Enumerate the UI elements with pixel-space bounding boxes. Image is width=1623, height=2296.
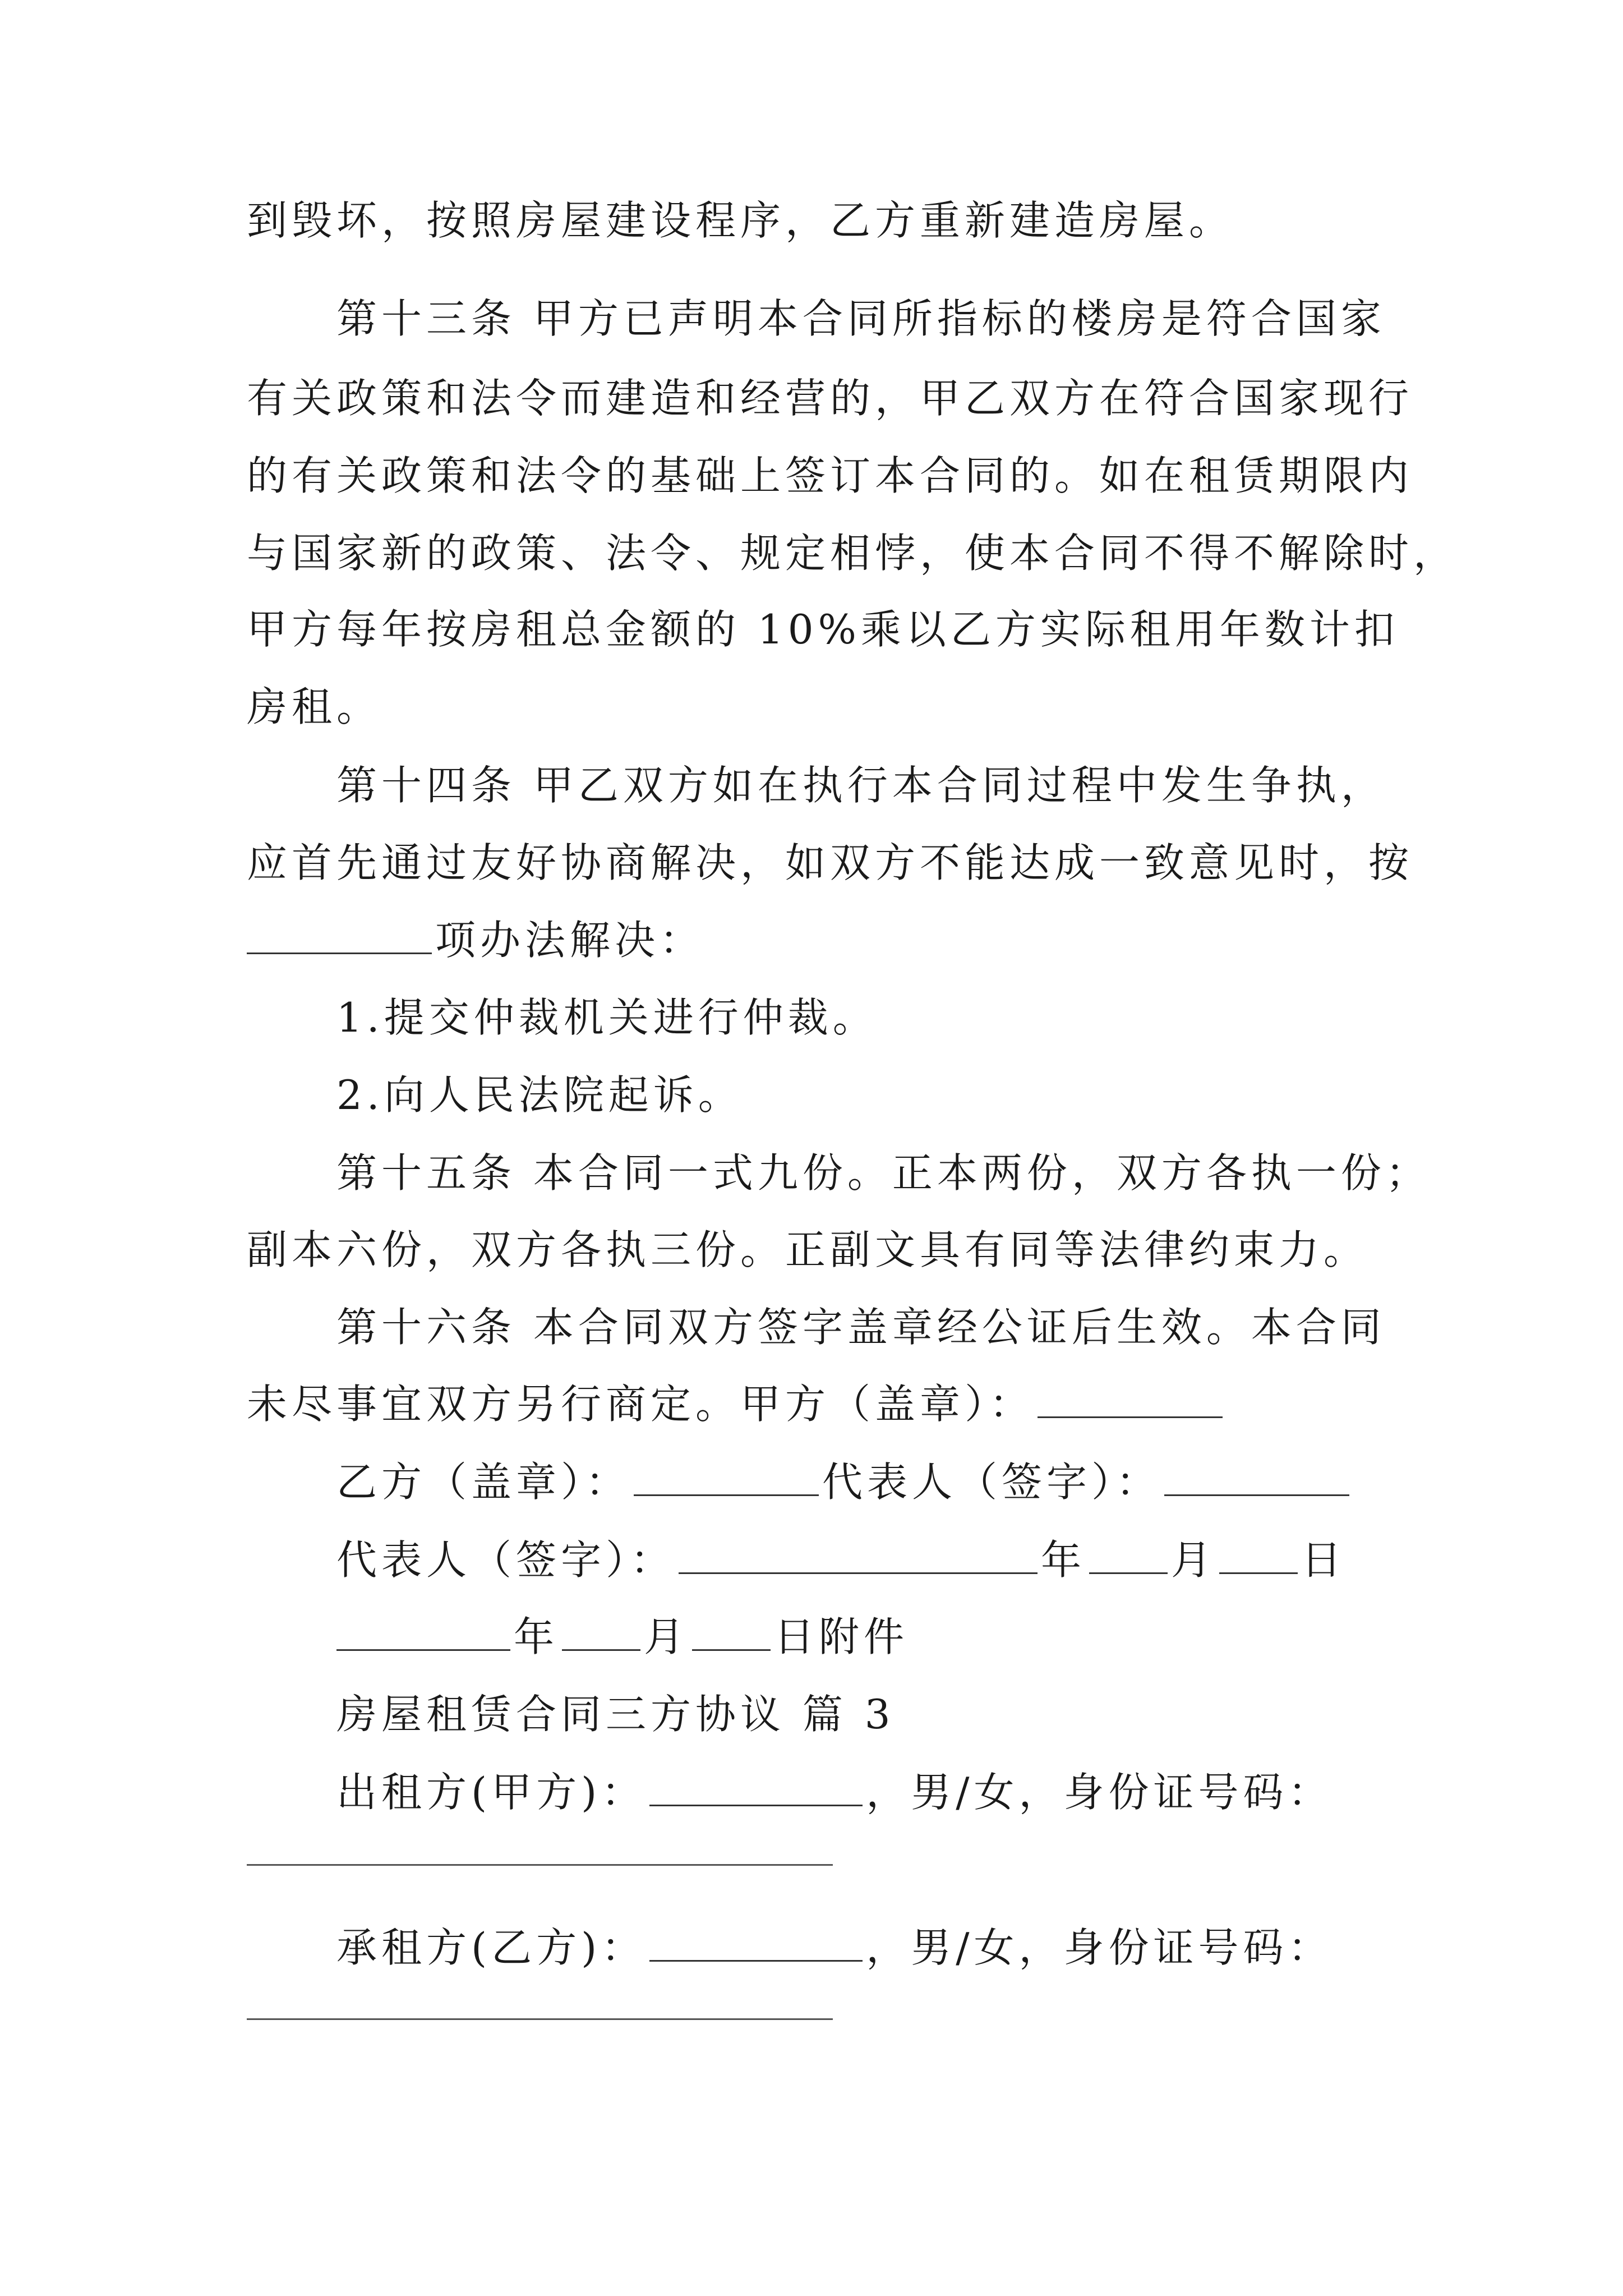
fill-in-blank <box>247 913 432 954</box>
text-segment: 项办法解决： <box>435 917 705 964</box>
fill-in-blank <box>692 1610 771 1651</box>
section-heading: 房屋租赁合同三方协议 篇 3 <box>336 1691 895 1738</box>
fill-in-blank <box>1164 1455 1349 1496</box>
fill-in-rule <box>247 1864 833 1866</box>
signature-line <box>336 1533 1481 1587</box>
date-line <box>336 1610 1481 1664</box>
text-segment: ，男/女，身份证号码： <box>866 1924 1333 1971</box>
text-line: 到毁坏，按照房屋建设程序，乙方重新建造房屋。 <box>247 197 1234 244</box>
article-13-heading: 第十三条 甲方已声明本合同所指标的楼房是符合国家 <box>336 295 1386 342</box>
text-segment: 年 <box>1041 1536 1086 1584</box>
list-item: 1.提交仲裁机关进行仲裁。 <box>336 994 878 1041</box>
list-item: 2.向人民法院起诉。 <box>336 1071 743 1119</box>
text-line: 的有关政策和法令的基础上签订本合同的。如在租赁期限内 <box>247 452 1414 499</box>
text-segment: 出租方(甲方)： <box>336 1769 647 1816</box>
text-segment: 承租方(乙方)： <box>336 1924 647 1971</box>
text-line: 副本六份，双方各执三份。正副文具有同等法律约束力。 <box>247 1226 1369 1273</box>
text-segment: 年 <box>514 1613 559 1660</box>
text-line: 与国家新的政策、法令、规定相悖，使本合同不得不解除时， <box>247 530 1459 577</box>
text-line <box>247 1377 1391 1431</box>
article-16-heading: 第十六条 本合同双方签字盖章经公证后生效。本合同 <box>336 1304 1386 1351</box>
text-line: 甲方每年按房租总金额的 10%乘以乙方实际租用年数计扣 <box>247 606 1399 653</box>
fill-in-blank <box>649 1921 863 1962</box>
signature-line <box>336 1455 1481 1509</box>
text-segment: 日附件 <box>774 1613 909 1660</box>
fill-in-blank <box>679 1533 1038 1574</box>
fill-in-blank <box>1038 1377 1223 1418</box>
fill-in-rule <box>247 2018 833 2020</box>
text-segment: 月 <box>644 1613 689 1660</box>
text-segment: ，男/女，身份证号码： <box>866 1769 1333 1816</box>
text-segment: 日 <box>1301 1536 1347 1584</box>
text-segment: 月 <box>1171 1536 1216 1584</box>
text-segment: 代表人（签字）： <box>336 1536 676 1584</box>
text-line: 房租。 <box>247 683 382 730</box>
fill-in-blank <box>634 1455 819 1496</box>
fill-in-blank <box>1089 1533 1168 1574</box>
text-segment: 未尽事宜双方另行商定。甲方（盖章）： <box>247 1381 1035 1428</box>
article-15-heading: 第十五条 本合同一式九份。正本两份，双方各执一份； <box>336 1149 1431 1197</box>
text-segment: 乙方（盖章）： <box>336 1458 631 1506</box>
fill-in-blank <box>562 1610 640 1651</box>
party-line <box>336 1765 1481 1819</box>
fill-in-blank <box>649 1765 863 1806</box>
text-line: 应首先通过友好协商解决，如双方不能达成一致意见时，按 <box>247 839 1414 886</box>
party-line <box>336 1921 1481 1975</box>
text-segment: 代表人（签字）： <box>822 1458 1161 1506</box>
text-line <box>247 913 1391 967</box>
fill-in-blank <box>1219 1533 1298 1574</box>
article-14-heading: 第十四条 甲乙双方如在执行本合同过程中发生争执， <box>336 762 1386 809</box>
text-line: 有关政策和法令而建造和经营的，甲乙双方在符合国家现行 <box>247 375 1414 422</box>
fill-in-blank <box>336 1610 510 1651</box>
